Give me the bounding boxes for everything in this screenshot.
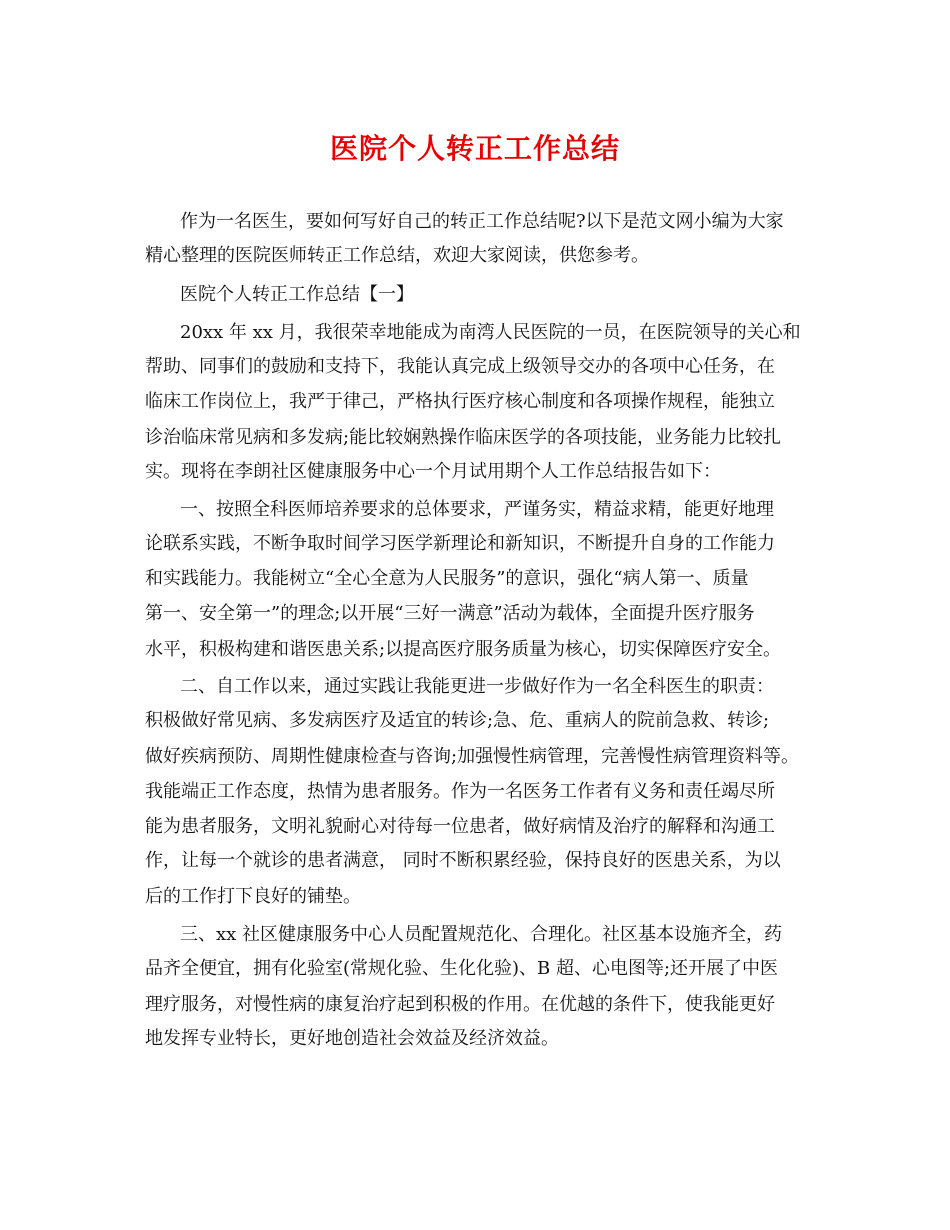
text-line: 一、按照全科医师培养要求的总体要求，严谨务实，精益求精，能更好地理 bbox=[180, 499, 774, 520]
text-line: 论联系实践，不断争取时间学习医学新理论和新知识，不断提升自身的工作能力 bbox=[145, 533, 775, 554]
text-line: 和实践能力。我能树立“全心全意为人民服务”的意识，强化“病人第一、质量 bbox=[145, 568, 749, 589]
document-title: 医院个人转正工作总结 bbox=[329, 132, 620, 165]
section-heading: 医院个人转正工作总结【一】 bbox=[180, 284, 414, 305]
text-line: 临床工作岗位上，我严于律己，严格执行医疗核心制度和各项操作规程，能独立 bbox=[145, 391, 775, 412]
text-line: 理疗服务，对慢性病的康复治疗起到积极的作用。在优越的条件下，使我能更好 bbox=[145, 994, 775, 1015]
text-line: 作，让每一个就诊的患者满意， 同时不断积累经验，保持良好的医患关系，为以 bbox=[145, 850, 781, 871]
text-line: 品齐全便宜，拥有化验室(常规化验、生化化验)、B 超、心电图等;还开展了中医 bbox=[145, 958, 779, 979]
text-line: 精心整理的医院医师转正工作总结，欢迎大家阅读，供您参考。 bbox=[145, 245, 649, 266]
text-line: 作为一名医生，要如何写好自己的转正工作总结呢?以下是范文网小编为大家 bbox=[180, 211, 784, 232]
text-line: 水平，积极构建和谐医患关系;以提高医疗服务质量为核心，切实保障医疗安全。 bbox=[145, 639, 782, 660]
text-line: 三、xx 社区健康服务中心人员配置规范化、合理化。社区基本设施齐全，药 bbox=[180, 924, 783, 945]
text-line: 第一、安全第一”的理念;以开展“三好一满意”活动为载体，全面提升医疗服务 bbox=[145, 603, 755, 624]
text-line: 20xx 年 xx 月，我很荣幸地能成为南湾人民医院的一员，在医院领导的关心和 bbox=[180, 322, 801, 343]
text-line: 帮助、同事们的鼓励和支持下，我能认真完成上级领导交办的各项中心任务，在 bbox=[145, 356, 775, 377]
text-line: 诊治临床常见病和多发病;能比较娴熟操作临床医学的各项技能，业务能力比较扎 bbox=[145, 427, 782, 448]
text-line: 后的工作打下良好的铺垫。 bbox=[145, 886, 361, 907]
text-line: 能为患者服务，文明礼貌耐心对待每一位患者，做好病情及治疗的解释和沟通工 bbox=[145, 816, 775, 837]
text-line: 实。现将在李朗社区健康服务中心一个月试用期个人工作总结报告如下： bbox=[145, 461, 721, 482]
text-line: 二、自工作以来，通过实践让我能更进一步做好作为一名全科医生的职责： bbox=[180, 676, 774, 697]
text-line: 做好疾病预防、周期性健康检查与咨询;加强慢性病管理，完善慢性病管理资料等。 bbox=[145, 746, 800, 767]
text-line: 地发挥专业特长，更好地创造社会效益及经济效益。 bbox=[145, 1028, 559, 1049]
text-line: 我能端正工作态度，热情为患者服务。作为一名医务工作者有义务和责任竭尽所 bbox=[145, 781, 775, 802]
text-line: 积极做好常见病、多发病医疗及适宜的转诊;急、危、重病人的院前急救、转诊; bbox=[145, 710, 770, 731]
